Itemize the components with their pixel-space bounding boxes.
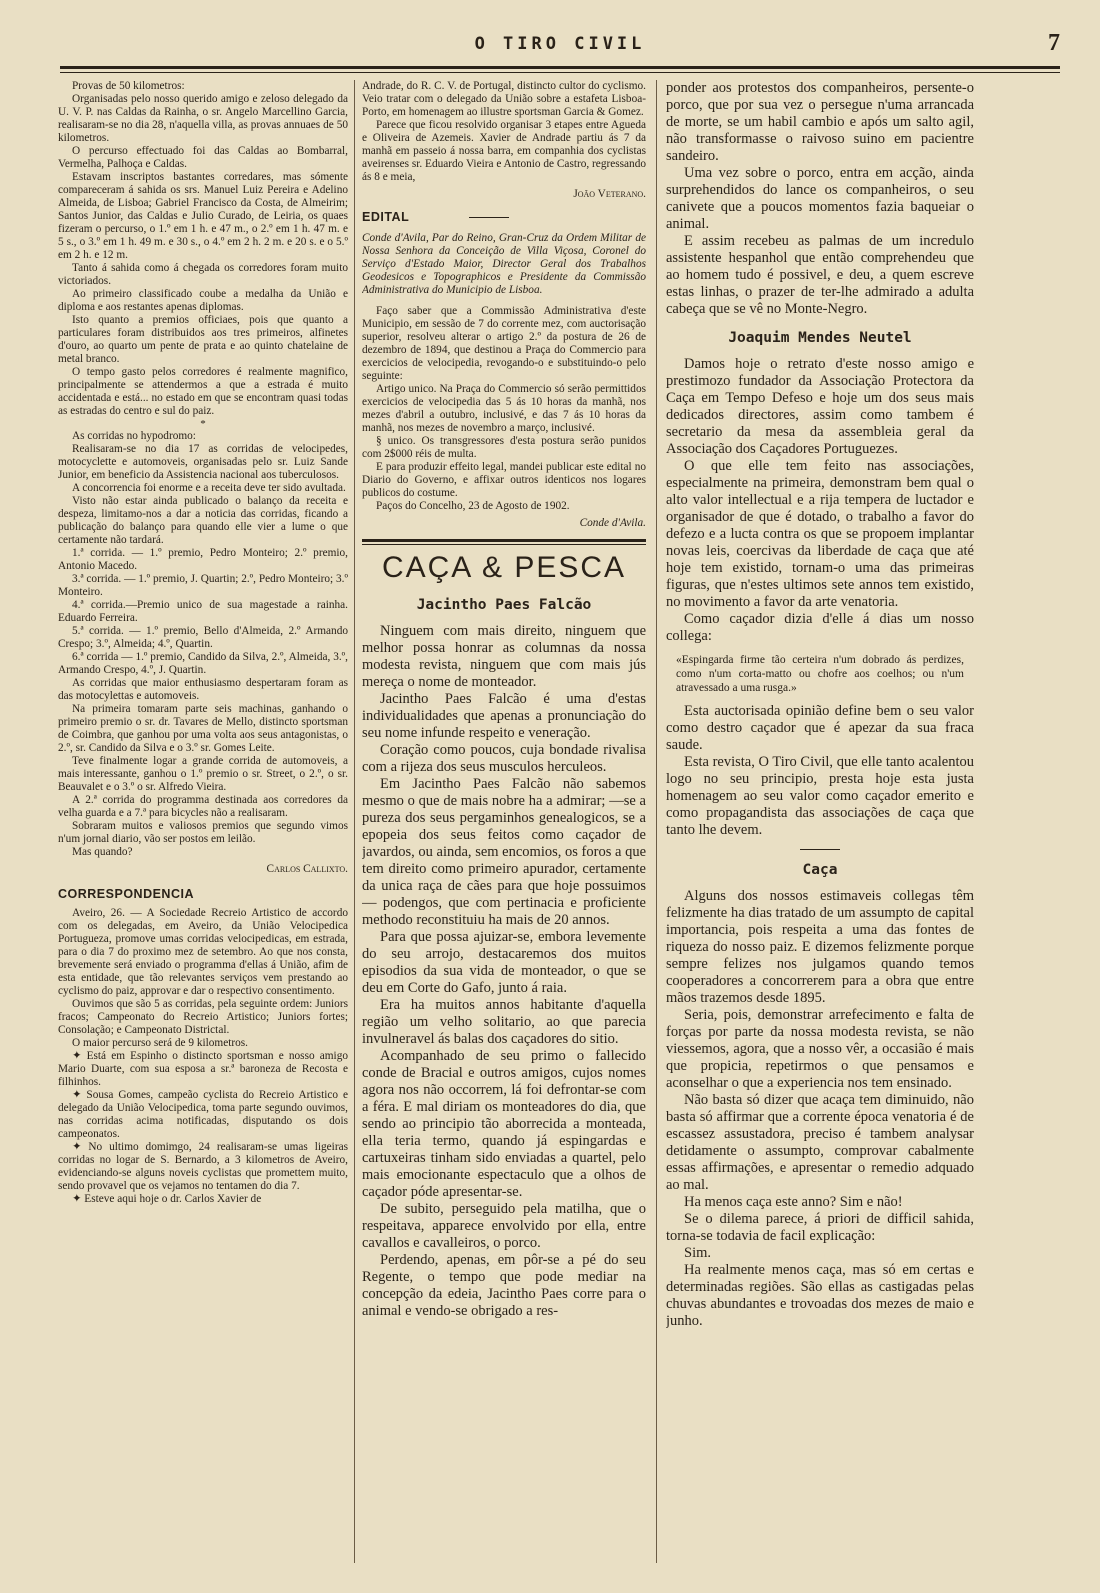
paragraph: Damos hoje o retrato d'este nosso amigo e prestimozo fundador da Associação Protectora da Caça em Tempo Defeso e hoje um dos seus mais dedicados directores, assim como tambem é secretario da mesa da assembleia geral da Associação dos Caçadores Portuguezes. <box>666 356 974 457</box>
column-2 <box>362 80 646 1573</box>
column-divider <box>354 80 355 1563</box>
paragraph: ✦ Está em Espinho o distincto sportsman e nosso amigo Mario Duarte, com sua esposa a sr.ª baroneza de Recosta e filhinhos. <box>58 1050 348 1088</box>
quotation: «Espingarda firme tão certeira n'um dobrado ás perdizes, como n'um corta-matto ou chofre aos coelhos; ou n'um atravessado a uma rusga.» <box>676 654 964 694</box>
column-1 <box>58 80 348 1573</box>
paragraph: Coração como poucos, cuja bondade rivalisa com a rijeza dos seus musculos herculeos. <box>362 742 646 775</box>
page-header <box>60 30 1060 70</box>
column-divider <box>656 80 657 1563</box>
section-separator-star: * <box>200 418 206 430</box>
page-number: 7 <box>1048 30 1060 56</box>
paragraph: Sobraram muitos e valiosos premios que segundo vimos n'um jornal diario, vão ser postos em leilão. <box>58 820 348 845</box>
paragraph: Esta auctorisada opinião define bem o seu valor como destro caçador que é apezar da sua fraca saude. <box>666 703 974 753</box>
paragraph: 4.ª corrida.—Premio unico de sua magestade a rainha. Eduardo Ferreira. <box>58 599 348 624</box>
edital-heading-row <box>362 210 646 224</box>
paragraph: 5.ª corrida. — 1.º premio, Bello d'Almeida, 2.º Armando Crespo; 3.º, Almeida; 4.º, Quartin. <box>58 625 348 650</box>
paragraph: Ha realmente menos caça, mas só em certas e determinadas regiões. São ellas as castigadas pelas chuvas abundantes e trovoadas dos mezes de maio e junho. <box>666 1262 974 1329</box>
article-title: Caça <box>802 862 838 878</box>
paragraph: Esta revista, O Tiro Civil, que elle tanto acalentou logo no seu principio, presta hoje esta justa homenagem ao seu valor como caçador emerito e como propagandista das associações de caça que tanto lhe devem. <box>666 754 974 838</box>
author-signature: João Veterano. <box>573 188 646 200</box>
paragraph: O tempo gasto pelos corredores é realmente magnifico, principalmente se attendermos a que a estrada é muito accidentada e está... no estado em que se encontram quasi todas as estradas do centro e sul do paiz. <box>58 366 348 417</box>
paragraph: Aveiro, 26. — A Sociedade Recreio Artistico de accordo com os delegadas, em Aveiro, da União Velocipedica Portugueza, promove umas corridas velocipedicas, em estrada, para o dia 7 do proximo mez de setembro. Ao que nos consta, brevemente será enviado o programma d'ellas á União, afim de esta entidade, que tão relevantes serviços vem prestando ao cyclismo do paiz, approvar e dar o respectivo consentimento. <box>58 907 348 997</box>
paragraph: Ninguem com mais direito, ninguem que melhor possa honrar as columnas da nossa modesta revista, ninguem que com mais jús mereça o nome de monteador. <box>362 623 646 690</box>
paragraph: 1.ª corrida. — 1.º premio, Pedro Monteiro; 2.º premio, Antonio Macedo. <box>58 547 348 572</box>
section-heading-edital: EDITAL <box>362 210 410 224</box>
paragraph: O maior percurso será de 9 kilometros. <box>72 1037 248 1049</box>
article-title: Joaquim Mendes Neutel <box>728 330 912 346</box>
publication-title: O TIRO CIVIL <box>474 34 646 54</box>
paragraph: Não basta só dizer que acaça tem diminuido, não basta só affirmar que a corrente época venatoria é de escassez assustadora, preciso é tambem analysar detidamente o assumpto, comprovar cabalmente essas affirmações, e apresentar o remedio adquado ao mal. <box>666 1092 974 1193</box>
paragraph: Realisaram-se no dia 17 as corridas de velocipedes, motocyclette e automoveis, organisadas pelo sr. Luiz Sande Junior, em beneficio da Assistencia nacional aos tuberculosos. <box>58 443 348 481</box>
paragraph: Alguns dos nossos estimaveis collegas têm felizmente ha dias tratado de um assumpto de capital importancia, pois respeita a uma das fontes de riqueza do nosso paiz. E dizemos felizmente porque sempre felizes nos julgamos quando temos cooperadores a concorrerem para a obra que entre mãos trazemos desde 1895. <box>666 888 974 1006</box>
paragraph: Faço saber que a Commissão Administrativa d'este Municipio, em sessão de 7 do corrente mez, com auctorisação superior, resolveu alterar o artigo 2.º da postura de 26 de dezembro de 1894, que destinou a Praça do Commercio para exercicios de velocipedia, revogando-o e substituindo-o pelo seguinte: <box>362 305 646 382</box>
paragraph: Na primeira tomaram parte seis machinas, ganhando o primeiro premio o sr. dr. Tavares de Mello, distincto sportsman de Coimbra, que ganhou por uma volta aos seus antagonistas, o 2.º, sr. Candido da Silva e o 3.º sr. Gomes Leite. <box>58 703 348 754</box>
paragraph: 3.ª corrida. — 1.º premio, J. Quartin; 2.º, Pedro Monteiro; 3.º Monteiro. <box>58 573 348 598</box>
article-title: Jacintho Paes Falcão <box>416 597 592 613</box>
paragraph: Acompanhado de seu primo o fallecido conde de Bracial e outros amigos, cujos nomes agora nos não occorrem, lá foi defrontar-se com a féra. E mal diriam os monteadores do dia, que sendo ao principio tão aborrecida a monteada, ella teria termo, quando já espingardas e cartuxeiras tinham sido enviadas a quartel, pelo mais emocionante espectaculo que a olhos de caçador póde apresentar-se. <box>362 1048 646 1200</box>
paragraph: Sim. <box>684 1245 711 1261</box>
header-rule-thick <box>60 66 1060 69</box>
paragraph: Mas quando? <box>72 846 133 858</box>
paragraph: A 2.ª corrida do programma destinada aos corredores da velha guarda e a 7.ª para bicycles não a realisaram. <box>58 794 348 819</box>
paragraph: Uma vez sobre o porco, entra em acção, ainda surprehendidos do lance os companheiros, o seu canivete que a poucos momentos fazia baqueiar o animal. <box>666 165 974 232</box>
paragraph: ✦ Sousa Gomes, campeão cyclista do Recreio Artistico e delegado da União Velocipedica, toma parte segundo ouvimos, nas corridas acima notificadas, disputando os dois campeonatos. <box>58 1089 348 1140</box>
paragraph: O percurso effectuado foi das Caldas ao Bombarral, Vermelha, Palhoça e Caldas. <box>58 145 348 170</box>
paragraph: § unico. Os transgressores d'esta postura serão punidos com 2$000 réis de multa. <box>362 435 646 460</box>
paragraph: Isto quanto a premios officiaes, pois que quanto a particulares foram distribuidos aos tres primeiros, alfinetes d'ouro, ao quarto um pente de prata e ao quinto chatelaine de metal branco. <box>58 314 348 365</box>
paragraph: ponder aos protestos dos companheiros, persente-o porco, que por sua vez o persegue n'uma arrancada de morte, se um habil cambio e após um salto agil, não transformasse o raivoso suino em pacientre sandeiro. <box>666 80 974 164</box>
paragraph: Perdendo, apenas, em pôr-se a pé do seu Regente, o tempo que pode mediar na concepção da edeia, Jacintho Paes corre para o animal e vendo-se obrigado a res- <box>362 1252 646 1319</box>
paragraph: Organisadas pelo nosso querido amigo e zeloso delegado da U. V. P. nas Caldas da Rainha, o sr. Angelo Marcellino Garcia, realisaram-se no dia 28, n'aquella villa, as provas annuaes de 50 kilometros. <box>58 93 348 144</box>
paragraph: ✦ No ultimo domimgo, 24 realisaram-se umas ligeiras corridas no logar de S. Bernardo, a 3 kilometros de Aveiro, evidenciando-se alguns noveis cyclistas que promettem muito, sendo provavel que os vejamos no tentamen do dia 7. <box>58 1141 348 1192</box>
paragraph: As corridas no hypodromo: <box>72 430 196 442</box>
paragraph: A concorrencia foi enorme e a receita deve ter sido avultada. <box>72 482 346 494</box>
paragraph: Visto não estar ainda publicado o balanço da receita e despeza, limitamo-nos a dar a noticia das corridas, ficando a publicação do balanço para quando elle vier a lume o que certamente não tardará. <box>58 495 348 546</box>
paragraph: Jacintho Paes Falcão é uma d'estas individualidades que apenas a pronunciação do seu nome infunde respeito e veneração. <box>362 691 646 741</box>
paragraph: Ao primeiro classificado coube a medalha da União e diploma e aos restantes apenas diplomas. <box>58 288 348 313</box>
paragraph: De subito, perseguido pela matilha, que o respeitava, apparece envolvido por ella, entre cavallos e cavalleiros, o porco. <box>362 1201 646 1251</box>
paragraph: Para que possa ajuizar-se, embora levemente do seu arrojo, destacaremos dos muitos episodios da sua vida de monteador, o que se deu em Corte do Gafo, junto á raia. <box>362 929 646 996</box>
section-heading-correspondencia: CORRESPONDENCIA <box>58 887 194 901</box>
header-rule-thin <box>60 72 1060 73</box>
paragraph: ✦ Esteve aqui hoje o dr. Carlos Xavier de <box>72 1193 262 1205</box>
paragraph: Teve finalmente logar a grande corrida de automoveis, a mais interessante, ganhou o 1.º premio o sr. Street, o 2.º, o sr. Beauvalet e o 3.º o sr. Alfredo Vieira. <box>58 755 348 793</box>
paragraph: Paços do Concelho, 23 de Agosto de 1902. <box>376 500 570 512</box>
article-separator <box>800 849 840 850</box>
paragraph: Parece que ficou resolvido organisar 3 etapes entre Agueda e Oliveira de Azemeis. Xavier de Andrade partiu ás 7 da manhã em passeio á nossa barra, em companhia dos cyclistas aveirenses sr. Eduardo Vieira e Antonio de Castro, regressando ás 8 e meia, <box>362 119 646 183</box>
paragraph: Era ha muitos annos habitante d'aquella região um velho solitario, ao que parecia invulneravel ás balas dos caçadores do sitio. <box>362 997 646 1047</box>
paragraph: Tanto á sahida como á chegada os corredores foram muito victoriados. <box>58 262 348 287</box>
paragraph: Em Jacintho Paes Falcão não sabemos mesmo o que de mais nobre ha a admirar; —se a pureza dos seus pergaminhos genealogicos, se a epopeia dos seus feitos como caçador de javardos, ou ainda, sem encomios, os foros a que tem direito como primeiro apurador, certamente da unica raça de cães para que hoje possuimos — podengos, que com pertinacia e proficiente methodo reconstituiu ha mais de 20 annos. <box>362 776 646 928</box>
paragraph: Artigo unico. Na Praça do Commercio só serão permittidos exercicios de velocipedia das 5 ás 10 horas da manhã, nos mezes d'abril a outubro, inclusivé, e das 7 ás 10 horas da manhã, nos mezes de novembro a março, inclusivé. <box>362 383 646 434</box>
paragraph: Ouvimos que são 5 as corridas, pela seguinte ordem: Juniors fracos; Campeonato do Recreio Artistico; Juniors fortes; Consolação; e Campeonato Districtal. <box>58 998 348 1036</box>
paragraph: Como caçador dizia d'elle á dias um nosso collega: <box>666 611 974 644</box>
section-rule <box>362 539 646 545</box>
paragraph: Provas de 50 kilometros: <box>72 80 185 92</box>
paragraph: E assim recebeu as palmas de um incredulo assistente hespanhol que então comprehendeu que ao homem tudo é possivel, e deu, a quem escreve estas linhas, o prazer de ter-lhe admirado a adulta cabeça que se vê no Monte-Negro. <box>666 233 974 317</box>
edital-signature: Conde d'Avila. <box>579 517 646 529</box>
heading-rule <box>469 217 509 218</box>
edital-issuer: Conde d'Avila, Par do Reino, Gran-Cruz da Ordem Militar de Nossa Senhora da Conceição de Villa Viçosa, Coronel do Serviço d'Estado Maior, Director Geral dos Trabalhos Geodesicos e Topographicos e Presidente da Commissão Administrativa do Municipio de Lisboa. <box>362 232 646 296</box>
author-signature: Carlos Callixto. <box>266 863 348 875</box>
paragraph: 6.ª corrida — 1.º premio, Candido da Silva, 2.º, Almeida, 3.º, Armando Crespo, 4.º, J. Quartin. <box>58 651 348 676</box>
paragraph: E para produzir effeito legal, mandei publicar este edital no Diario do Governo, e affixar outros identicos nos logares publicos do costume. <box>362 461 646 499</box>
paragraph: O que elle tem feito nas associações, especialmente na primeira, demonstram bem qual o alto valor intellectual e a rija tempera de luctador e organisador de que é dotado, o trabalho a favor do defezo e a lucta contra os que se propoem implantar novas leis, coercivas da liberdade de caça que até hoje tem existido, tornam-o uma das primeiras figuras, que n'estes ultimos sete annos tem existido, no movimento a favor da arte venatoria. <box>666 458 974 610</box>
paragraph: Se o dilema parece, á priori de difficil sahida, torna-se todavia de facil explicação: <box>666 1211 974 1244</box>
paragraph: As corridas que maior enthusiasmo despertaram foram as das motocylettas e automoveis. <box>58 677 348 702</box>
paragraph: Andrade, do R. C. V. de Portugal, distincto cultor do cyclismo. Veio tratar com o delegado da União sobre a estafeta Lisboa-Porto, em homenagem ao illustre sportsman Garcia & Gomez. <box>362 80 646 118</box>
section-title-caca-pesca: CAÇA & PESCA <box>381 551 627 584</box>
column-3 <box>666 80 974 1573</box>
paragraph: Seria, pois, demonstrar arrefecimento e falta de forças por parte da nossa modesta revista, se não viessemos, agora, que a nosso vêr, a occasião é mais que propicia, repetirmos o que pensamos e aconselhar o que a experiencia nos tem ensinado. <box>666 1007 974 1091</box>
paragraph: Estavam inscriptos bastantes corredares, mas sómente compareceram á sahida os srs. Manuel Luiz Pereira e Adelino Almeida, de Lisboa; Gabriel Francisco da Costa, de Almeirim; Santos Junior, das Caldas e Julio Curado, de Leiria, os quaes fizeram o percurso, o 1.º em 1 h. e 47 m., o 2.º em 1 h. 47 m. e 5 s., o 3.º em 1 h. 49 m. e 30 s., o 4.º em 2 h. 2 m. e 20 s. e o 5.º em 2 h. e 12 m. <box>58 171 348 261</box>
paragraph: Ha menos caça este anno? Sim e não! <box>684 1194 903 1210</box>
